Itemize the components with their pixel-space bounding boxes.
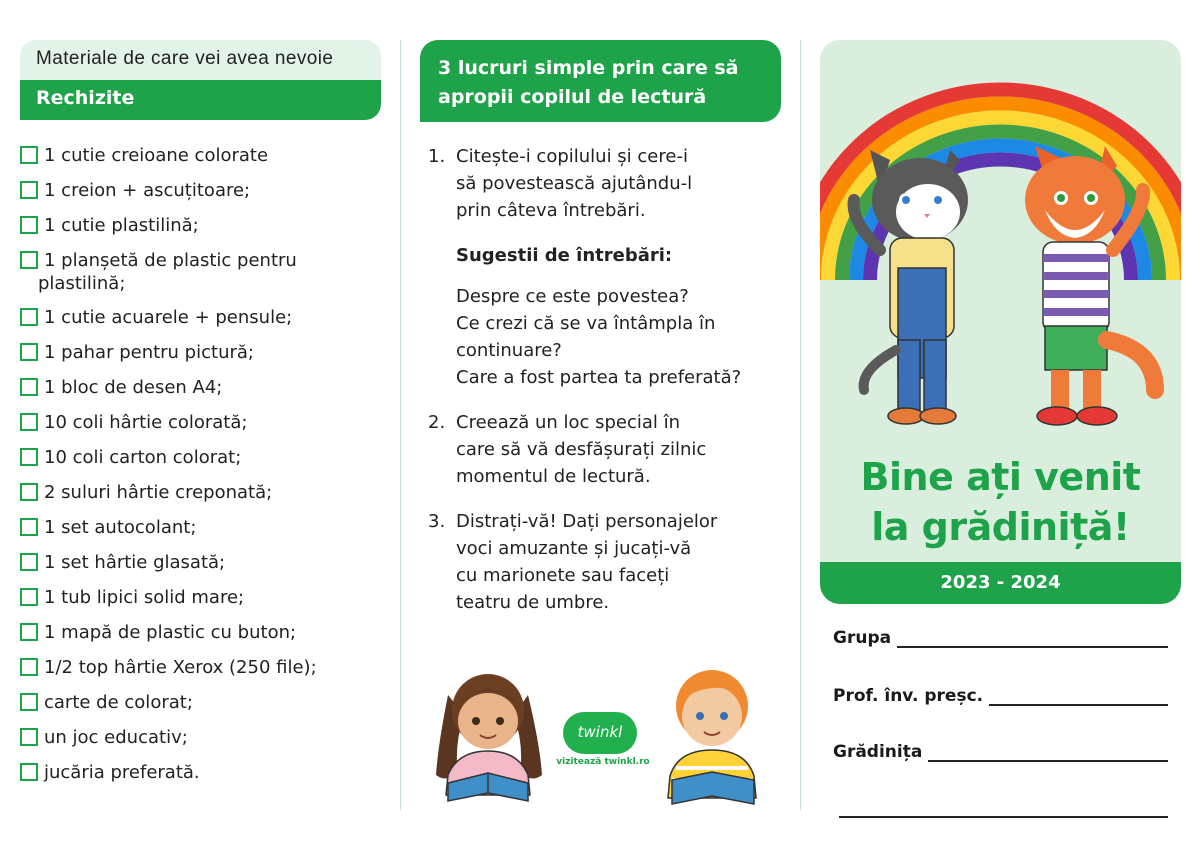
checkbox-icon	[20, 483, 38, 501]
checkbox-icon	[20, 251, 38, 269]
tip-3: 3. Distrați-vă! Dați personajelor voci amuzante și jucați-vă cu marionete sau faceți teatru de umbre.	[428, 511, 718, 613]
checkbox-icon	[20, 623, 38, 641]
checkbox-icon	[20, 413, 38, 431]
supplies-header	[20, 40, 381, 122]
list-item: 10 coli hârtie colorată;	[20, 405, 390, 440]
kindergarten-line[interactable]	[928, 740, 1168, 762]
teacher-field: Prof. înv. preșc.	[833, 684, 1168, 706]
fold-divider-right	[800, 40, 801, 810]
twinkl-url: vizitează twinkl.ro	[556, 757, 650, 767]
checkbox-icon	[20, 693, 38, 711]
checkbox-icon	[20, 378, 38, 396]
list-item: carte de colorat;	[20, 685, 390, 720]
extra-field	[833, 796, 1168, 818]
list-item: 1 set hârtie glasată;	[20, 545, 390, 580]
list-item: un joc educativ;	[20, 720, 390, 755]
tip-2: 2. Creează un loc special în care să vă desfășurați zilnic momentul de lectură.	[428, 412, 707, 487]
checkbox-icon	[20, 216, 38, 234]
checkbox-icon	[20, 343, 38, 361]
checkbox-icon	[20, 308, 38, 326]
checkbox-icon	[20, 763, 38, 781]
supplies-title: Rechizite	[20, 80, 381, 120]
extra-line[interactable]	[839, 796, 1168, 818]
tip-1: 1. Citește-i copilului și cere-i să povestească ajutându-l prin câteva întrebări. Sugestii de întrebări: Despre ce este povestea? Ce crezi că se va întâmpla în continuare? Care a fost partea ta preferată?	[428, 143, 788, 391]
twinkl-logo: twinkl	[563, 712, 637, 754]
list-item: jucăria preferată.	[20, 755, 390, 790]
list-item: 1 bloc de desen A4;	[20, 370, 390, 405]
list-item: 1 cutie creioane colorate	[20, 138, 390, 173]
boy-reading	[650, 648, 780, 808]
list-item: 10 coli carton colorat;	[20, 440, 390, 475]
reading-tips	[428, 143, 788, 616]
suggestions-title: Sugestii de întrebări:	[456, 245, 673, 266]
cat-character	[840, 140, 1000, 440]
suggestions: Despre ce este povestea? Ce crezi că se va întâmpla în continuare? Care a fost partea ta preferată?	[456, 286, 742, 388]
kindergarten-field: Grădinița	[833, 740, 1168, 762]
group-line[interactable]	[897, 626, 1168, 648]
list-item: 1 planșetă de plastic pentru plastilină;	[20, 243, 390, 296]
checkbox-icon	[20, 518, 38, 536]
teacher-line[interactable]	[989, 684, 1168, 706]
list-item: 1 cutie plastilină;	[20, 208, 390, 243]
fold-divider-left	[400, 40, 401, 810]
list-item: 1 tub lipici solid mare;	[20, 580, 390, 615]
checkbox-icon	[20, 448, 38, 466]
list-item: 1 mapă de plastic cu buton;	[20, 615, 390, 650]
list-item: 1/2 top hârtie Xerox (250 file);	[20, 650, 390, 685]
checkbox-icon	[20, 728, 38, 746]
list-item: 1 set autocolant;	[20, 510, 390, 545]
cover-panel	[820, 40, 1181, 604]
checkbox-icon	[20, 588, 38, 606]
supplies-subtitle: Materiale de care vei avea nevoie	[20, 40, 381, 80]
checkbox-icon	[20, 658, 38, 676]
list-item: 2 suluri hârtie creponată;	[20, 475, 390, 510]
list-item: 1 pahar pentru pictură;	[20, 335, 390, 370]
list-item: 1 creion + ascuțitoare;	[20, 173, 390, 208]
girl-reading	[418, 655, 558, 805]
fox-character	[1005, 140, 1175, 440]
welcome-title: Bine ați venit la grădiniță!	[860, 455, 1141, 549]
supplies-list	[20, 138, 390, 790]
checkbox-icon	[20, 553, 38, 571]
reading-tips-title: 3 lucruri simple prin care să apropii copilul de lectură	[420, 40, 781, 122]
checkbox-icon	[20, 181, 38, 199]
school-year: 2023 - 2024	[820, 562, 1181, 604]
checkbox-icon	[20, 146, 38, 164]
list-item: 1 cutie acuarele + pensule;	[20, 300, 390, 335]
group-field: Grupa	[833, 626, 1168, 648]
